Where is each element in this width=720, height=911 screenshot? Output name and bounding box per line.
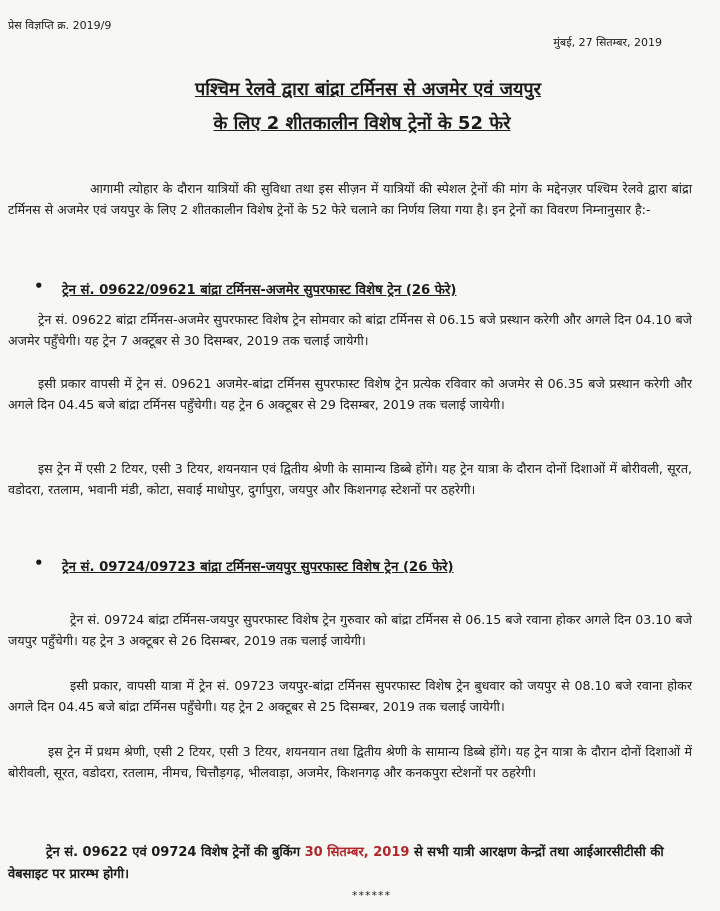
end-mark: ******	[352, 889, 391, 902]
section-2-para-3: इस ट्रेन में प्रथम श्रेणी, एसी 2 टियर, एसी 3 टियर, शयनयान तथा द्वितीय श्रेणी के सामान्य डिब्बे होंगे। यह ट्रेन यात्रा के दौरान दोनों दिशाओं में बोरीवली, सूरत, वडोदरा, रतलाम, नीमच, चित्तौड़गढ़, भीलवाड़ा, अजमेर, किशनगढ़ और कनकपुरा स्टेशनों पर ठहरेगी।	[8, 744, 692, 781]
section-1-heading: ट्रेन सं. 09622/09621 बांद्रा टर्मिनस-अजमेर सुपरफास्ट विशेष ट्रेन (26 फेरे)	[62, 283, 457, 298]
title-line-2: के लिए 2 शीतकालीन विशेष ट्रेनों के 52 फेरे	[213, 113, 511, 134]
release-date: मुंबई, 27 सितम्बर, 2019	[553, 36, 662, 49]
booking-notice	[8, 842, 688, 886]
section-2-para-1: ट्रेन सं. 09724 बांद्रा टर्मिनस-जयपुर सुपरफास्ट विशेष ट्रेन गुरुवार को बांद्रा टर्मिनस से 06.15 बजे रवाना होकर अगले दिन 03.10 बजे जयपुर पहुँचेगी। यह ट्रेन 3 अक्टूबर से 26 दिसम्बर, 2019 तक चलाई जायेगी।	[8, 612, 692, 649]
title-line-1: पश्चिम रेलवे द्वारा बांद्रा टर्मिनस से अजमेर एवं जयपुर	[194, 79, 542, 100]
section-1-para-1: ट्रेन सं. 09622 बांद्रा टर्मिनस-अजमेर सुपरफास्ट विशेष ट्रेन सोमवार को बांद्रा टर्मिनस से 06.15 बजे प्रस्थान करेगी और अगले दिन 04.10 बजे अजमेर पहुँचेगी। यह ट्रेन 7 अक्टूबर से 30 दिसम्बर, 2019 तक चलाई जायेगी।	[8, 312, 692, 349]
section-2-heading: ट्रेन सं. 09724/09723 बांद्रा टर्मिनस-जयपुर सुपरफास्ट विशेष ट्रेन (26 फेरे)	[62, 560, 454, 575]
booking-date-highlight: 30 सितम्बर, 2019	[304, 845, 410, 860]
booking-notice-part-1: ट्रेन सं. 09622 एवं 09724 विशेष ट्रेनों की बुकिंग	[46, 845, 301, 860]
intro-paragraph: आगामी त्योहार के दौरान यात्रियों की सुविधा तथा इस सीज़न में यात्रियों की स्पेशल ट्रेनों की मांग के मद्देनज़र पश्चिम रेलवे द्वारा बांद्रा टर्मिनस से अजमेर एवं जयपुर के लिए 2 शीतकालीन विशेष ट्रेनों के 52 फेरे चलाने का निर्णय लिया गया है। इन ट्रेनों का विवरण निम्नानुसार है:-	[8, 181, 692, 218]
section-1-para-3: इस ट्रेन में एसी 2 टियर, एसी 3 टियर, शयनयान एवं द्वितीय श्रेणी के सामान्य डिब्बे होंगे। यह ट्रेन यात्रा के दौरान दोनों दिशाओं में बोरीवली, सूरत, वडोदरा, रतलाम, भवानी मंडी, कोटा, सवाई माधोपुर, दुर्गापुरा, जयपुर और किशनगढ़ स्टेशनों पर ठहरेगी।	[8, 461, 692, 498]
bullet-icon: •	[34, 554, 44, 572]
booking-notice-part-2: से सभी यात्री आरक्षण केन्द्रों तथा आईआरसीटीसी की वेबसाइट पर प्रारम्भ होगी।	[8, 845, 664, 882]
press-release-number: प्रेस विज्ञप्ति क्र. 2019/9	[8, 19, 112, 32]
section-1-para-2: इसी प्रकार वापसी में ट्रेन सं. 09621 अजमेर-बांद्रा टर्मिनस सुपरफास्ट विशेष ट्रेन प्रत्येक रविवार को अजमेर से 06.35 बजे प्रस्थान करेगी और अगले दिन 04.45 बजे बांद्रा टर्मिनस पहुँचेगी। यह ट्रेन 6 अक्टूबर से 29 दिसम्बर, 2019 तक चलाई जायेगी।	[8, 376, 692, 413]
bullet-icon: •	[34, 277, 44, 295]
section-2-para-2: इसी प्रकार, वापसी यात्रा में ट्रेन सं. 09723 जयपुर-बांद्रा टर्मिनस सुपरफास्ट विशेष ट्रेन बुधवार को जयपुर से 08.10 बजे रवाना होकर अगले दिन 04.45 बजे बांद्रा टर्मिनस पहुँचेगी। यह ट्रेन 2 अक्टूबर से 25 दिसम्बर, 2019 तक चलाई जायेगी।	[8, 678, 692, 715]
